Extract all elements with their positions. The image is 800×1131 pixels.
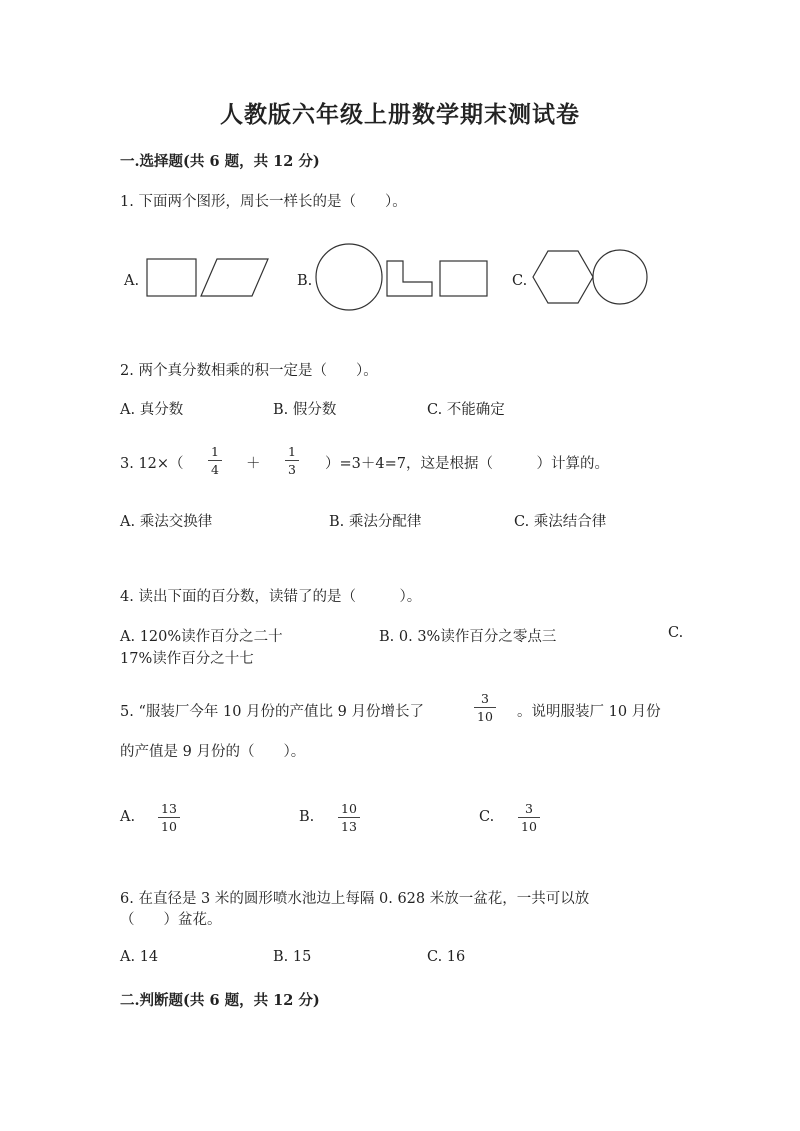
question-3-option-a: A. 乘法交换律 xyxy=(120,514,213,530)
fraction-denominator: 4 xyxy=(211,462,219,477)
figure-c-hexagon xyxy=(533,251,593,303)
fraction-denominator: 10 xyxy=(161,819,177,834)
figure-b-l-shape xyxy=(387,261,432,296)
question-6-line-1: 6. 在直径是 3 米的圆形喷水池边上每隔 0. 628 米放一盆花，一共可以放 xyxy=(120,891,590,907)
question-5-option-b-fraction xyxy=(338,802,360,833)
question-6-option-a: A. 14 xyxy=(120,949,159,965)
question-5-option-c-fraction xyxy=(518,802,540,833)
question-2-option-a: A. 真分数 xyxy=(120,402,184,418)
question-3-option-c: C. 乘法结合律 xyxy=(514,514,607,530)
question-3-prefix: 3. 12×（ xyxy=(120,456,184,472)
question-5-label-c: C. xyxy=(479,809,495,825)
question-2-option-c: C. 不能确定 xyxy=(427,402,505,418)
question-1-stem: 1. 下面两个图形，周长一样长的是（ ）。 xyxy=(120,194,407,210)
question-3-option-b: B. 乘法分配律 xyxy=(329,514,422,530)
question-5-label-b: B. xyxy=(299,809,315,825)
question-5-option-a-fraction xyxy=(158,802,180,833)
question-3-fraction-2 xyxy=(285,445,299,476)
question-3-plus: ＋ xyxy=(246,456,261,472)
question-4-stem: 4. 读出下面的百分数，读错了的是（ ）。 xyxy=(120,589,422,605)
question-2-stem: 2. 两个真分数相乘的积一定是（ ）。 xyxy=(120,363,378,379)
question-6-option-c: C. 16 xyxy=(427,949,466,965)
section-heading-true-false: 二.判断题(共 6 题，共 12 分) xyxy=(120,992,320,1009)
fraction-numerator: 13 xyxy=(161,801,177,816)
fraction-numerator: 10 xyxy=(341,801,357,816)
fraction-numerator: 1 xyxy=(211,444,219,459)
question-3-suffix: ）=3＋4=7，这是根据（ ）计算的。 xyxy=(325,456,609,472)
fraction-denominator: 10 xyxy=(477,709,493,724)
figure-b-circle xyxy=(316,244,382,310)
figure-a-parallelogram xyxy=(201,259,268,296)
question-5-line-1: 5. “服装厂今年 10 月份的产值比 9 月份增长了 xyxy=(120,704,424,720)
question-4-option-c-text: 17%读作百分之十七 xyxy=(120,651,254,667)
question-6-line-2: （ ）盆花。 xyxy=(120,912,222,928)
fraction-denominator: 3 xyxy=(288,462,296,477)
question-5-line-1-end: 。说明服装厂 10 月份 xyxy=(517,704,661,720)
fraction-denominator: 13 xyxy=(341,819,357,834)
question-1-label-c: C. xyxy=(512,273,528,289)
page-title: 人教版六年级上册数学期末测试卷 xyxy=(220,101,580,128)
question-3-fraction-1 xyxy=(208,445,222,476)
question-5-line-2: 的产值是 9 月份的（ ）。 xyxy=(120,744,306,760)
fraction-numerator: 3 xyxy=(480,691,489,706)
question-4-option-c-label: C. xyxy=(668,625,684,641)
fraction-numerator: 3 xyxy=(524,801,533,816)
question-6-option-b: B. 15 xyxy=(273,949,312,965)
figure-b-rectangle xyxy=(440,261,487,296)
question-4-option-b: B. 0. 3%读作百分之零点三 xyxy=(379,629,557,645)
question-2-option-b: B. 假分数 xyxy=(273,402,337,418)
figure-a-rectangle xyxy=(147,259,196,296)
fraction-denominator: 10 xyxy=(521,819,537,834)
section-heading-choice: 一.选择题(共 6 题，共 12 分) xyxy=(120,153,320,170)
question-4-option-a: A. 120%读作百分之二十 xyxy=(120,629,283,645)
question-1-label-a: A. xyxy=(124,273,140,289)
question-5-label-a: A. xyxy=(120,809,136,825)
question-5-stem-fraction xyxy=(474,692,496,723)
figure-c-circle xyxy=(593,250,647,304)
fraction-numerator: 1 xyxy=(288,444,296,459)
question-1-label-b: B. xyxy=(297,273,313,289)
